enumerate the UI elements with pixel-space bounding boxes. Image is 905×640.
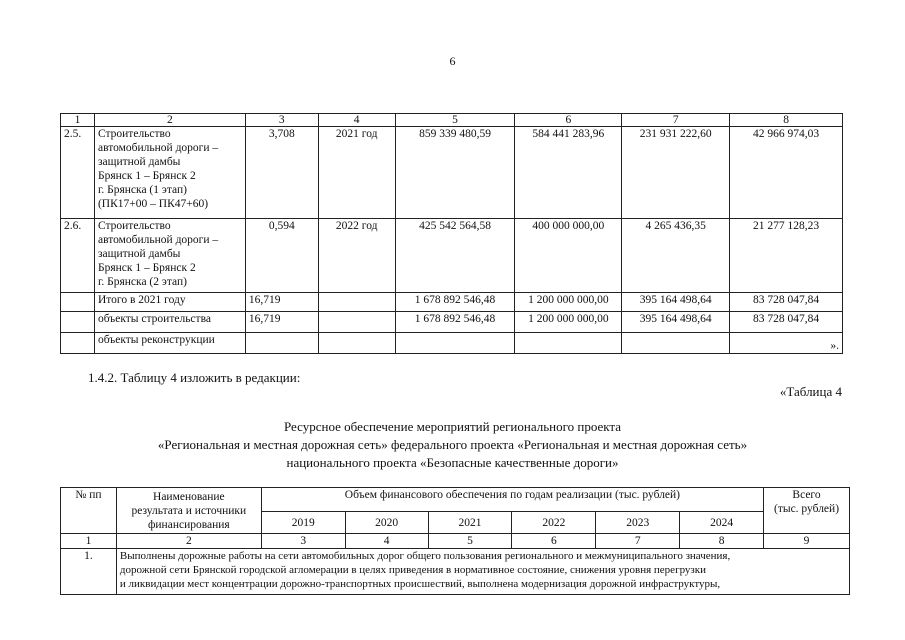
amount-cell: 395 164 498,64	[622, 293, 730, 312]
year-header: 2022	[512, 512, 596, 534]
row-description	[116, 549, 849, 595]
row-description-line: и ликвидации мест концентрации дорожно-транспортных происшествий, выполнена модернизация дорожной инфраструктуры,	[119, 578, 721, 590]
total-row	[61, 293, 843, 312]
table-continuation	[60, 113, 843, 354]
column-number: 7	[596, 534, 680, 549]
table-label: «Таблица 4	[779, 384, 842, 399]
amendment-paragraph: 1.4.2. Таблицу 4 изложить в редакции:	[88, 370, 301, 385]
header-cell: 8	[730, 114, 843, 127]
amount-cell: 425 542 564,58	[395, 219, 515, 293]
reconstruction-row	[61, 333, 843, 354]
amount-cell: 1 200 000 000,00	[515, 293, 622, 312]
header-total-line: (тыс. рублей)	[774, 503, 840, 515]
row-name	[94, 219, 245, 293]
year-cell: 2021 год	[318, 127, 395, 219]
row-description-line: дорожной сети Брянской городской агломерации в целях приведения в нормативное состояние, снижения уровня перегрузки	[119, 564, 707, 576]
row-name-line: Строительство	[97, 220, 171, 232]
table-title	[0, 418, 905, 472]
closing-quote: ».	[730, 333, 843, 354]
row-name-line: Брянск 1 – Брянск 2	[97, 170, 196, 182]
header-cell: 5	[395, 114, 515, 127]
amount-cell: 395 164 498,64	[622, 312, 730, 333]
amount-cell: 1 200 000 000,00	[515, 312, 622, 333]
table-header-row	[61, 114, 843, 127]
amount-cell: 859 339 480,59	[395, 127, 515, 219]
row-name-line: защитной дамбы	[97, 156, 181, 168]
row-name	[94, 127, 245, 219]
total-label: Итого в 2021 году	[94, 293, 245, 312]
column-number: 5	[428, 534, 512, 549]
row-name-line: автомобильной дороги –	[97, 142, 219, 154]
amount-cell: 400 000 000,00	[515, 219, 622, 293]
year-header: 2019	[261, 512, 345, 534]
header-cell: 3	[245, 114, 318, 127]
header-cell: 1	[61, 114, 95, 127]
header-cell: 7	[622, 114, 730, 127]
total-length: 16,719	[245, 293, 318, 312]
amount-cell: 4 265 436,35	[622, 219, 730, 293]
row-name-line: г. Брянска (2 этап)	[97, 276, 187, 288]
resource-table	[60, 487, 850, 595]
column-number: 4	[345, 534, 428, 549]
row-name-line: автомобильной дороги –	[97, 234, 219, 246]
length-cell: 0,594	[245, 219, 318, 293]
header-row-top	[61, 488, 850, 512]
amount-cell: 21 277 128,23	[730, 219, 843, 293]
header-name-line: финансирования	[147, 518, 230, 531]
header-cell: 2	[94, 114, 245, 127]
row-number: 2.5.	[61, 127, 95, 219]
amount-cell: 1 678 892 546,48	[395, 293, 515, 312]
year-header: 2023	[596, 512, 680, 534]
header-name	[116, 488, 261, 534]
table-row	[61, 219, 843, 293]
header-name-line: Наименование	[153, 490, 225, 503]
year-header: 2021	[428, 512, 512, 534]
header-cell: 6	[515, 114, 622, 127]
table-row	[61, 549, 850, 595]
reconstruction-label: объекты реконструкции	[94, 333, 245, 354]
row-name-line: (ПК17+00 – ПК47+60)	[97, 198, 209, 210]
column-number-row	[61, 534, 850, 549]
amount-cell: 584 441 283,96	[515, 127, 622, 219]
column-number: 3	[261, 534, 345, 549]
row-name-line: Строительство	[97, 128, 171, 140]
row-name-line: Брянск 1 – Брянск 2	[97, 262, 196, 274]
title-line: Ресурсное обеспечение мероприятий регионального проекта	[283, 419, 622, 434]
column-number: 1	[61, 534, 117, 549]
amount-cell: 1 678 892 546,48	[395, 312, 515, 333]
header-total	[764, 488, 850, 534]
table-row	[61, 127, 843, 219]
row-name-line: г. Брянска (1 этап)	[97, 184, 187, 196]
amount-cell: 42 966 974,03	[730, 127, 843, 219]
header-cell: 4	[318, 114, 395, 127]
row-name-line: защитной дамбы	[97, 248, 181, 260]
amount-cell: 83 728 047,84	[730, 312, 843, 333]
header-name-line: результата и источники	[131, 504, 247, 517]
year-cell: 2022 год	[318, 219, 395, 293]
column-number: 6	[512, 534, 596, 549]
header-total-line: Всего	[792, 489, 821, 501]
construction-length: 16,719	[245, 312, 318, 333]
title-line: «Региональная и местная дорожная сеть» федерального проекта «Региональная и местная дорожная сеть»	[157, 437, 748, 452]
column-number: 2	[116, 534, 261, 549]
row-number: 1.	[61, 549, 117, 595]
year-header: 2020	[345, 512, 428, 534]
construction-label: объекты строительства	[94, 312, 245, 333]
construction-row	[61, 312, 843, 333]
amount-cell: 83 728 047,84	[730, 293, 843, 312]
page-number: 6	[449, 54, 456, 68]
row-number: 2.6.	[61, 219, 95, 293]
amount-cell: 231 931 222,60	[622, 127, 730, 219]
row-description-line: Выполнены дорожные работы на сети автомобильных дорог общего пользования регионального и межмуниципального значения,	[119, 550, 731, 562]
column-number: 8	[680, 534, 764, 549]
column-number: 9	[764, 534, 850, 549]
header-num: № пп	[61, 488, 117, 534]
length-cell: 3,708	[245, 127, 318, 219]
year-header: 2024	[680, 512, 764, 534]
title-line: национального проекта «Безопасные качественные дороги»	[286, 455, 619, 470]
header-volume: Объем финансового обеспечения по годам реализации (тыс. рублей)	[261, 488, 763, 512]
